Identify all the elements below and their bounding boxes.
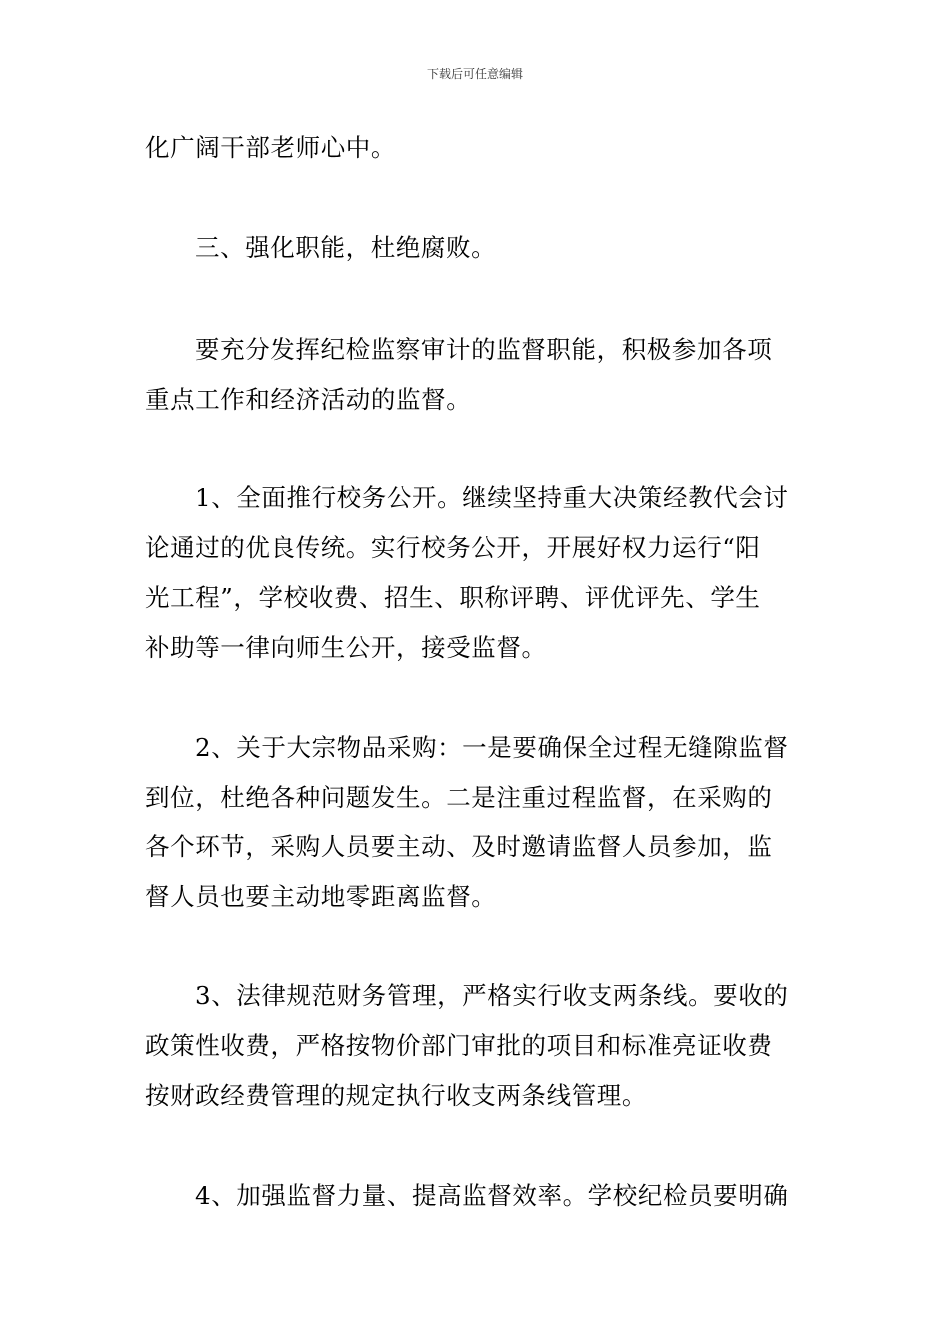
paragraph-line: 2、关于大宗物品采购：一是要确保全过程无缝隙监督 xyxy=(195,733,789,762)
paragraph-line: 督人员也要主动地零距离监督。 xyxy=(145,882,497,911)
paragraph-line: 政策性收费，严格按物价部门审批的项目和标准亮证收费 xyxy=(145,1031,773,1060)
paragraph-line: 3、法律规范财务管理，严格实行收支两条线。要收的 xyxy=(195,981,789,1010)
paragraph-line: 论通过的优良传统。实行校务公开，开展好权力运行“阳 xyxy=(145,533,761,562)
paragraph-line: 1、全面推行校务公开。继续坚持重大决策经教代会讨 xyxy=(195,483,789,512)
paragraph-line: 各个环节，采购人员要主动、及时邀请监督人员参加，监 xyxy=(145,832,773,861)
paragraph-line: 化广阔干部老师心中。 xyxy=(145,133,396,162)
paragraph-line: 到位，杜绝各种问题发生。二是注重过程监督，在采购的 xyxy=(145,783,773,812)
paragraph-line: 光工程”，学校收费、招生、职称评聘、评优评先、学生 xyxy=(145,583,761,612)
paragraph-line: 按财政经费管理的规定执行收支两条线管理。 xyxy=(145,1081,647,1110)
paragraph-line: 补助等一律向师生公开，接受监督。 xyxy=(145,633,547,662)
page-header: 下载后可任意编辑 xyxy=(426,67,523,81)
section-heading: 三、强化职能，杜绝腐败。 xyxy=(195,233,497,262)
paragraph-line: 要充分发挥纪检监察审计的监督职能，积极参加各项 xyxy=(195,335,773,364)
paragraph-line: 重点工作和经济活动的监督。 xyxy=(145,385,472,414)
paragraph-line: 4、加强监督力量、提高监督效率。学校纪检员要明确 xyxy=(195,1181,789,1210)
